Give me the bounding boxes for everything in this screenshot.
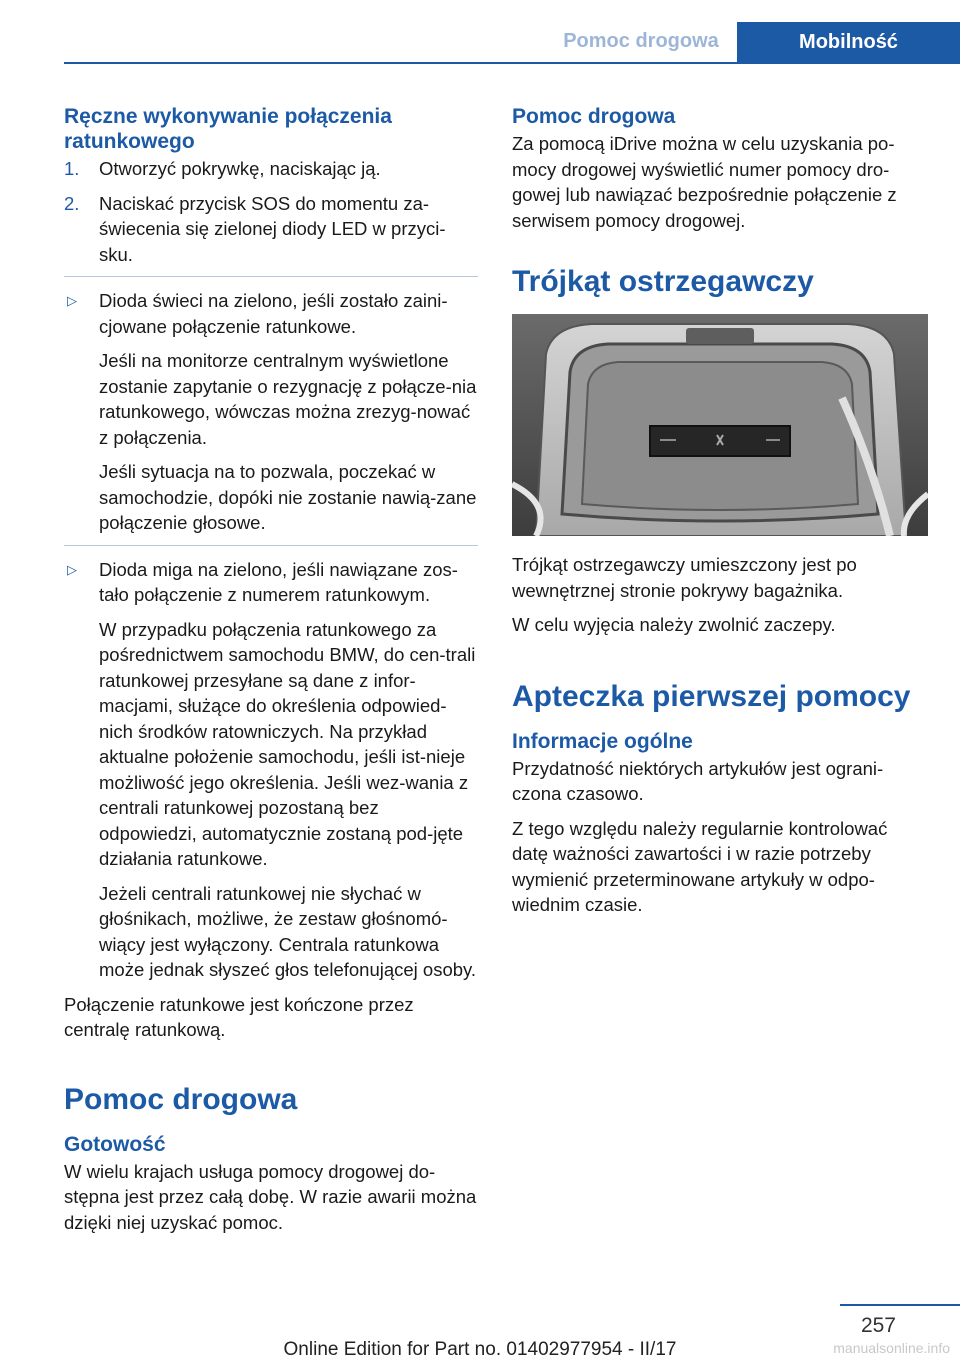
paragraph-triangle-release: W celu wyjęcia należy zwolnić zaczepy.: [512, 614, 836, 635]
edition-line: Online Edition for Part no. 01402977954 - II/17: [283, 1339, 677, 1360]
footer-rule: [840, 1304, 960, 1306]
paragraph-roadside: Za pomocą iDrive można w celu uzyskania po-mocy drogowej wyświetlić numer pomocy dro-gowej lub nawiązać bezpośrednie połączenie z serwisem pomocy drogowej.: [512, 133, 897, 231]
header-rule: [64, 62, 960, 64]
header-section-tab: Pomoc drogowa: [563, 30, 719, 52]
list-divider: [64, 276, 478, 277]
step-text: Naciskać przycisk SOS do momentu za-świecenia się zielonej diody LED w przyci-sku.: [99, 192, 446, 265]
right-column: [512, 100, 928, 927]
bullet-green-led: [64, 288, 478, 536]
bullet-green-blink: [64, 557, 478, 983]
step-text: Otworzyć pokrywkę, naciskając ją.: [99, 158, 381, 179]
step-1: [64, 156, 478, 182]
step-number: 2.: [64, 192, 80, 214]
page-number: 257: [860, 1314, 896, 1337]
header-chapter-tab: Mobilność: [737, 22, 960, 62]
section-heading-first-aid: Apteczka pierwszej pomocy: [512, 679, 911, 713]
subheading-roadside: Pomoc drogowa: [512, 105, 676, 128]
section-heading-warning-triangle: Trójkąt ostrzegawczy: [512, 265, 814, 298]
step-2: [64, 191, 478, 268]
paragraph-cancel-call: Jeśli na monitorze centralnym wyświetlone zostanie zapytanie o rezygnację z połącze-nia ratunkowego, wówczas można zrezyg-nować z połączenia.: [99, 350, 477, 448]
paragraph-readiness: W wielu krajach usługa pomocy drogowej do-stępna jest przez całą dobę. W razie awarii można dzięki niej uzyskać pomoc.: [64, 1160, 477, 1233]
subheading-readiness: Gotowość: [64, 1132, 166, 1156]
paragraph-call-ended: Połączenie ratunkowe jest kończone przez centralę ratunkową.: [64, 993, 414, 1040]
step-number: 1.: [64, 158, 80, 179]
section-heading-roadside: Pomoc drogowa: [64, 1082, 298, 1116]
triangle-bullet-icon: ▷: [67, 561, 77, 577]
subheading-general-info: Informacje ogólne: [512, 729, 693, 753]
bullet-text: Dioda świeci na zielono, jeśli zostało zaini-cjowane połączenie ratunkowe.: [99, 290, 448, 337]
paragraph-triangle-location: Trójkąt ostrzegawczy umieszczony jest po wewnętrznej stronie pokrywy bagażnika.: [512, 554, 857, 601]
paragraph-wait-in-car: Jeśli sytuacja na to pozwala, poczekać w samochodzie, dopóki nie zostanie nawią-zane połączenie głosowe.: [99, 461, 477, 533]
left-column: [64, 100, 478, 1244]
triangle-bullet-icon: ▷: [67, 293, 77, 308]
paragraph-data-transmission: W przypadku połączenia ratunkowego za pośrednictwem samochodu BMW, do cen-trali ratunkowej przesyłane są dane z infor-macjami, służące do określenia odpowied-nich środków ratowniczych. Na przykład aktualne położenie samochodu, jeśli ist-nieje możliwość jego określenia. Jeśli wez-wania z centrali ratunkowej pozostaną bez odpowiedzi, automatycznie zostaną pod-jęte działania ratunkowe.: [99, 618, 476, 869]
paragraph-speaker-off: Jeżeli centrali ratunkowej nie słychać w głośnikach, możliwe, że zestaw głośnomó-wiący jest wyłączony. Centrala ratunkowa może jednak słyszeć głos telefonującej osoby.: [99, 882, 477, 980]
paragraph-shelf-life: Przydatność niektórych artykułów jest ograni-czona czasowo.: [512, 757, 884, 804]
heading-manual-emergency-call: Ręczne wykonywanie połączenia ratunkowego: [64, 105, 392, 153]
bullet-text: Dioda miga na zielono, jeśli nawiązane zos-tało połączenie z numerem ratunkowym.: [99, 558, 458, 605]
trunk-lid-photo: [512, 314, 928, 536]
watermark: manualsonline.info: [833, 1340, 950, 1356]
list-divider: [64, 545, 478, 546]
paragraph-check-expiry: Z tego względu należy regularnie kontrolować datę ważności zawartości i w razie potrzeby wymienić przeterminowane artykuły w odpo-wiednim czasie.: [512, 817, 888, 915]
